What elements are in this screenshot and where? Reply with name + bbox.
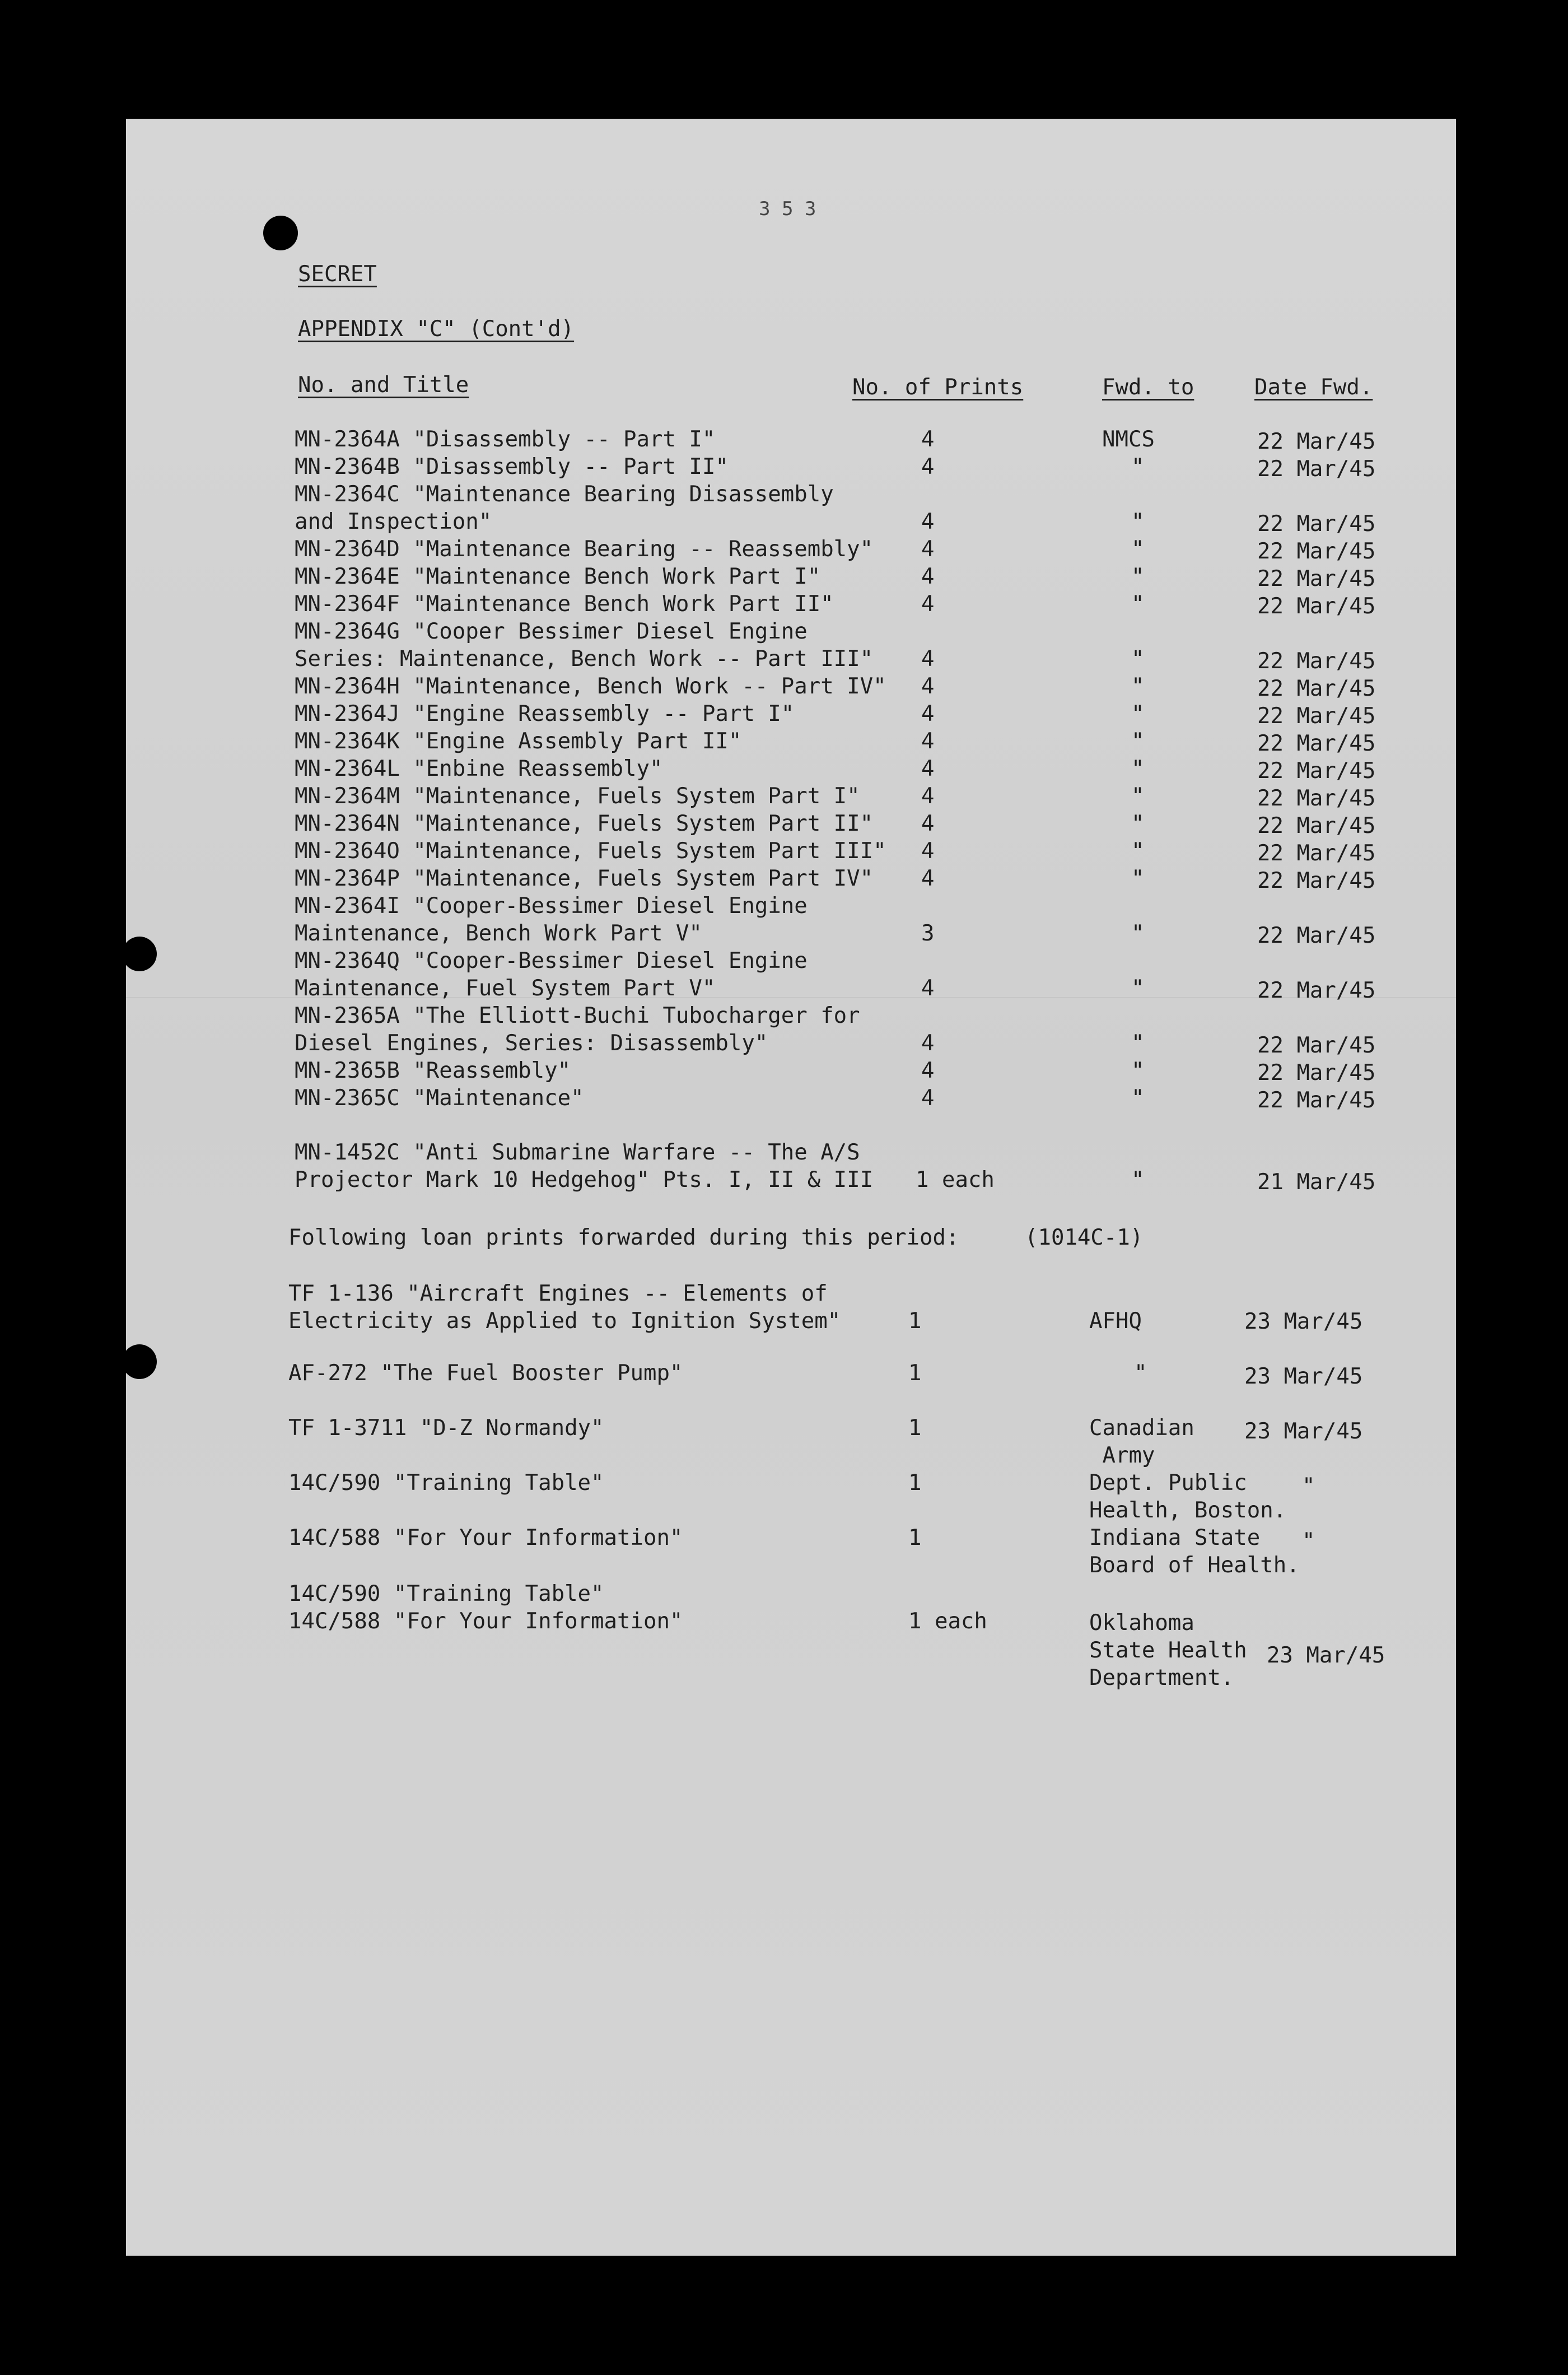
entry-title-line: MN-2364D "Maintenance Bearing -- Reassembly": [295, 537, 874, 562]
entry-title-line: MN-2364A "Disassembly -- Part I": [295, 427, 716, 452]
entry-prints: 4: [921, 866, 935, 891]
entry-prints: 3: [921, 921, 935, 946]
entry-title-line: Projector Mark 10 Hedgehog" Pts. I, II & III: [295, 1167, 874, 1193]
entry-title-line: MN-2365C "Maintenance": [295, 1086, 584, 1111]
loan-date: ": [1302, 1474, 1315, 1499]
entry-date: 22 Mar/45: [1257, 841, 1376, 866]
loan-forwarded-to-line: Indiana State: [1089, 1525, 1261, 1550]
loan-prints: 1: [908, 1361, 922, 1386]
entry-date: 22 Mar/45: [1257, 758, 1376, 784]
entry-title-line: MN-2364H "Maintenance, Bench Work -- Part IV": [295, 674, 886, 699]
entry-title-line: MN-2364K "Engine Assembly Part II": [295, 729, 742, 754]
entry-prints: 4: [921, 646, 935, 672]
entry-date: 22 Mar/45: [1257, 457, 1376, 482]
entry-title-line: MN-2364Q "Cooper-Bessimer Diesel Engine: [295, 948, 808, 974]
entry-date: 22 Mar/45: [1257, 511, 1376, 537]
entry-title-line: Diesel Engines, Series: Disassembly": [295, 1031, 768, 1056]
entry-forwarded-to: ": [1131, 509, 1145, 534]
column-header-date: Date Fwd.: [1254, 375, 1373, 400]
entry-forwarded-to: ": [1131, 839, 1145, 864]
entry-forwarded-to: ": [1131, 1167, 1145, 1193]
loan-title-line: 14C/590 "Training Table": [288, 1581, 604, 1606]
entry-forwarded-to: ": [1131, 729, 1145, 754]
loan-title-line: 14C/588 "For Your Information": [288, 1609, 683, 1634]
entry-title-line: MN-2364P "Maintenance, Fuels System Part IV": [295, 866, 874, 891]
loan-date: ": [1302, 1529, 1315, 1554]
loan-title-line: TF 1-3711 "D-Z Normandy": [288, 1415, 604, 1441]
entry-date: 22 Mar/45: [1257, 868, 1376, 893]
entry-date: 22 Mar/45: [1257, 813, 1376, 839]
loan-reference: (1014C-1): [1025, 1225, 1144, 1250]
entry-title-line: Maintenance, Fuel System Part V": [295, 976, 716, 1001]
loan-title-line: AF-272 "The Fuel Booster Pump": [288, 1361, 683, 1386]
entry-prints: 4: [921, 1058, 935, 1083]
entry-forwarded-to: ": [1131, 701, 1145, 727]
entry-forwarded-to: ": [1131, 1058, 1145, 1083]
appendix-title: APPENDIX "C" (Cont'd): [298, 316, 575, 342]
entry-date: 22 Mar/45: [1257, 429, 1376, 454]
entry-title-line: MN-2364O "Maintenance, Fuels System Part III": [295, 839, 886, 864]
loan-forwarded-to-line: Canadian: [1089, 1415, 1194, 1441]
entry-title-line: MN-2364L "Enbine Reassembly": [295, 756, 663, 781]
loan-prints: 1: [908, 1308, 922, 1334]
entry-forwarded-to: ": [1131, 921, 1145, 946]
entry-date: 22 Mar/45: [1257, 594, 1376, 619]
entry-forwarded-to: ": [1131, 784, 1145, 809]
loan-forwarded-to-line: Department.: [1089, 1665, 1234, 1691]
entry-prints: 4: [921, 427, 935, 452]
entry-title-line: MN-2364C "Maintenance Bearing Disassembly: [295, 482, 834, 507]
entry-title-line: MN-2365B "Reassembly": [295, 1058, 571, 1083]
entry-prints: 4: [921, 592, 935, 617]
entry-prints: 4: [921, 756, 935, 781]
punch-hole-bottom: [122, 1344, 157, 1379]
entry-date: 22 Mar/45: [1257, 1088, 1376, 1113]
loan-title-line: Electricity as Applied to Ignition System": [288, 1308, 841, 1334]
entry-date: 22 Mar/45: [1257, 1060, 1376, 1086]
loan-forwarded-to-line: Oklahoma: [1089, 1610, 1194, 1636]
entry-prints: 4: [921, 976, 935, 1001]
entry-title-line: MN-2365A "The Elliott-Buchi Tubocharger for: [295, 1003, 860, 1028]
entry-prints: 4: [921, 729, 935, 754]
entry-forwarded-to: NMCS: [1102, 427, 1155, 452]
column-header-title: No. and Title: [298, 372, 469, 398]
loan-prints: 1: [908, 1415, 922, 1441]
loan-title-line: TF 1-136 "Aircraft Engines -- Elements of: [288, 1281, 828, 1306]
punch-hole-top: [263, 216, 298, 250]
loan-forwarded-to-line: Board of Health.: [1089, 1553, 1300, 1578]
entry-date: 22 Mar/45: [1257, 676, 1376, 701]
loan-forwarded-to-line: Army: [1089, 1443, 1155, 1468]
entry-prints: 4: [921, 1086, 935, 1111]
entry-title-line: MN-2364F "Maintenance Bench Work Part II": [295, 592, 834, 617]
entry-date: 22 Mar/45: [1257, 786, 1376, 811]
entry-forwarded-to: ": [1131, 756, 1145, 781]
loan-date: 23 Mar/45: [1267, 1643, 1385, 1668]
entry-date: 22 Mar/45: [1257, 731, 1376, 756]
entry-forwarded-to: ": [1131, 674, 1145, 699]
entry-date: 22 Mar/45: [1257, 649, 1376, 674]
entry-prints: 4: [921, 839, 935, 864]
loan-date: 23 Mar/45: [1244, 1419, 1363, 1444]
loan-forwarded-to-line: Dept. Public: [1089, 1470, 1247, 1496]
loan-forwarded-to-line: AFHQ: [1089, 1308, 1142, 1334]
entry-forwarded-to: ": [1131, 537, 1145, 562]
page-number-mark: 3 5 3: [759, 198, 816, 220]
entry-forwarded-to: ": [1131, 646, 1145, 672]
loan-prints: 1: [908, 1525, 922, 1550]
entry-forwarded-to: ": [1131, 454, 1145, 479]
entry-title-line: Maintenance, Bench Work Part V": [295, 921, 702, 946]
loan-forwarded-to-line: Health, Boston.: [1089, 1498, 1287, 1523]
entry-prints: 4: [921, 784, 935, 809]
entry-forwarded-to: ": [1131, 866, 1145, 891]
entry-date: 22 Mar/45: [1257, 704, 1376, 729]
entry-title-line: MN-2364M "Maintenance, Fuels System Part I": [295, 784, 860, 809]
entry-prints: 4: [921, 509, 935, 534]
entry-forwarded-to: ": [1131, 564, 1145, 589]
punch-hole-middle: [122, 937, 157, 971]
entry-date: 22 Mar/45: [1257, 978, 1376, 1003]
loan-date: 23 Mar/45: [1244, 1309, 1363, 1334]
loan-intro: Following loan prints forwarded during this period:: [288, 1225, 959, 1250]
entry-prints: 1 each: [916, 1167, 995, 1193]
loan-forwarded-to-line: ": [1134, 1361, 1147, 1386]
entry-title-line: Series: Maintenance, Bench Work -- Part III": [295, 646, 874, 672]
entry-prints: 4: [921, 674, 935, 699]
entry-prints: 4: [921, 811, 935, 836]
entry-title-line: and Inspection": [295, 509, 492, 534]
entry-date: 22 Mar/45: [1257, 566, 1376, 592]
entry-title-line: MN-2364E "Maintenance Bench Work Part I": [295, 564, 821, 589]
entry-title-line: MN-2364J "Engine Reassembly -- Part I": [295, 701, 795, 727]
loan-date: 23 Mar/45: [1244, 1364, 1363, 1389]
entry-forwarded-to: ": [1131, 811, 1145, 836]
entry-prints: 4: [921, 701, 935, 727]
column-header-prints: No. of Prints: [852, 375, 1024, 400]
entry-title-line: MN-1452C "Anti Submarine Warfare -- The A/S: [295, 1140, 860, 1165]
entry-prints: 4: [921, 564, 935, 589]
column-header-fwd-to: Fwd. to: [1102, 375, 1194, 400]
entry-date: 22 Mar/45: [1257, 1033, 1376, 1058]
loan-forwarded-to-line: State Health: [1089, 1638, 1247, 1663]
entry-title-line: MN-2364B "Disassembly -- Part II": [295, 454, 729, 479]
entry-title-line: MN-2364N "Maintenance, Fuels System Part II": [295, 811, 874, 836]
entry-date: 21 Mar/45: [1257, 1170, 1376, 1195]
classification-label: SECRET: [298, 262, 377, 287]
entry-forwarded-to: ": [1131, 976, 1145, 1001]
entry-prints: 4: [921, 1031, 935, 1056]
entry-title-line: MN-2364G "Cooper Bessimer Diesel Engine: [295, 619, 808, 644]
entry-forwarded-to: ": [1131, 1086, 1145, 1111]
entry-forwarded-to: ": [1131, 592, 1145, 617]
loan-prints: 1: [908, 1470, 922, 1496]
entry-prints: 4: [921, 454, 935, 479]
entry-date: 22 Mar/45: [1257, 923, 1376, 948]
entry-prints: 4: [921, 537, 935, 562]
entry-title-line: MN-2364I "Cooper-Bessimer Diesel Engine: [295, 893, 808, 919]
loan-title-line: 14C/588 "For Your Information": [288, 1525, 683, 1550]
loan-prints: 1 each: [908, 1609, 987, 1634]
entry-forwarded-to: ": [1131, 1031, 1145, 1056]
loan-title-line: 14C/590 "Training Table": [288, 1470, 604, 1496]
entry-date: 22 Mar/45: [1257, 539, 1376, 564]
